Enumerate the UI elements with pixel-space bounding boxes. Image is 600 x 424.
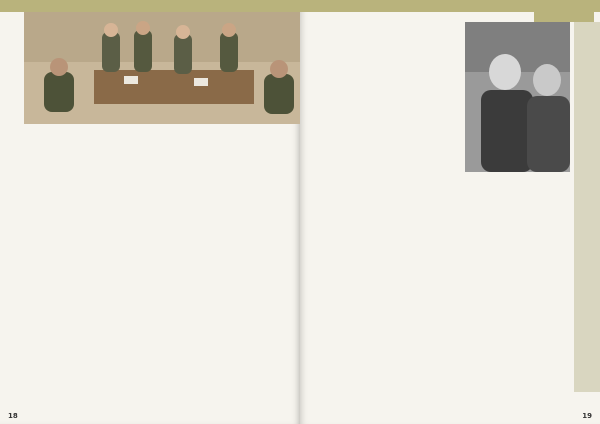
portrait-photo: [465, 22, 570, 172]
section-side-tab: [574, 22, 600, 392]
right-column-2: [316, 200, 456, 392]
right-lead: [465, 242, 570, 392]
left-column-1: [26, 170, 150, 400]
magazine-brand: [534, 0, 594, 22]
right-page: [300, 0, 600, 424]
meeting-photo-image: [24, 12, 300, 124]
left-page-number: 18: [8, 412, 18, 420]
right-page-number: 19: [582, 412, 592, 420]
meeting-photo: [24, 12, 300, 124]
left-column-2: [156, 170, 280, 400]
top-band-left: [0, 0, 300, 12]
portrait-photo-image: [465, 22, 570, 172]
